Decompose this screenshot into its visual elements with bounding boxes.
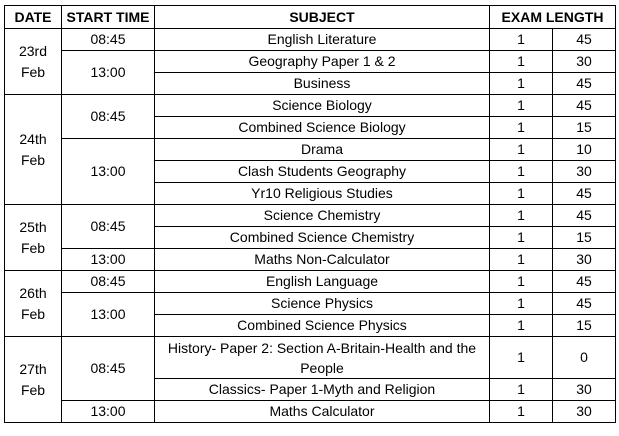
exam-length-minutes-cell: 30 bbox=[553, 249, 616, 271]
exam-length-count-cell: 1 bbox=[490, 95, 553, 117]
exam-length-minutes-cell: 45 bbox=[553, 29, 616, 51]
date-day: 25th bbox=[19, 218, 47, 235]
start-time-cell: 13:00 bbox=[62, 51, 155, 95]
subject-cell: Science Physics bbox=[155, 293, 490, 315]
start-time-cell: 08:45 bbox=[62, 95, 155, 139]
table-row bbox=[5, 337, 616, 379]
header-start-time: START TIME bbox=[62, 6, 155, 29]
exam-length-count-cell: 1 bbox=[490, 227, 553, 249]
table-row bbox=[5, 401, 616, 423]
subject-cell: History- Paper 2: Section A-Britain-Health and the People bbox=[155, 337, 490, 379]
timetable-body bbox=[5, 29, 616, 423]
date-month: Feb bbox=[20, 305, 46, 322]
date-cell bbox=[5, 95, 62, 205]
subject-cell: Science Biology bbox=[155, 95, 490, 117]
date-day: 24th bbox=[19, 130, 47, 147]
header-subject: SUBJECT bbox=[155, 6, 490, 29]
date-cell bbox=[5, 271, 62, 337]
subject-cell: Combined Science Biology bbox=[155, 117, 490, 139]
header-row bbox=[5, 6, 616, 29]
exam-length-minutes-cell: 45 bbox=[553, 293, 616, 315]
exam-length-count-cell: 1 bbox=[490, 183, 553, 205]
exam-length-count-cell: 1 bbox=[490, 249, 553, 271]
subject-cell: Business bbox=[155, 73, 490, 95]
date-cell bbox=[5, 337, 62, 423]
start-time-cell: 13:00 bbox=[62, 293, 155, 337]
exam-length-count-cell: 1 bbox=[490, 161, 553, 183]
exam-timetable bbox=[4, 5, 616, 423]
exam-length-minutes-cell: 45 bbox=[553, 205, 616, 227]
exam-length-count-cell: 1 bbox=[490, 117, 553, 139]
exam-length-minutes-cell: 30 bbox=[553, 161, 616, 183]
start-time-cell: 08:45 bbox=[62, 271, 155, 293]
date-month: Feb bbox=[20, 151, 46, 168]
table-row bbox=[5, 205, 616, 227]
exam-length-count-cell: 1 bbox=[490, 29, 553, 51]
subject-cell: Combined Science Chemistry bbox=[155, 227, 490, 249]
subject-cell: Maths Calculator bbox=[155, 401, 490, 423]
date-day: 26th bbox=[19, 284, 47, 301]
date-month: Feb bbox=[20, 381, 46, 398]
table-row bbox=[5, 271, 616, 293]
table-row bbox=[5, 139, 616, 161]
exam-length-count-cell: 1 bbox=[490, 73, 553, 95]
exam-length-minutes-cell: 0 bbox=[553, 337, 616, 379]
exam-length-minutes-cell: 30 bbox=[553, 379, 616, 401]
start-time-cell: 08:45 bbox=[62, 337, 155, 401]
subject-cell: Science Chemistry bbox=[155, 205, 490, 227]
subject-cell: Yr10 Religious Studies bbox=[155, 183, 490, 205]
date-day: 23rd bbox=[18, 42, 48, 59]
date-day: 27th bbox=[19, 360, 47, 377]
subject-cell: Maths Non-Calculator bbox=[155, 249, 490, 271]
table-row bbox=[5, 51, 616, 73]
exam-length-minutes-cell: 45 bbox=[553, 73, 616, 95]
subject-cell: Classics- Paper 1-Myth and Religion bbox=[155, 379, 490, 401]
date-cell bbox=[5, 205, 62, 271]
date-month: Feb bbox=[20, 63, 46, 80]
exam-length-count-cell: 1 bbox=[490, 315, 553, 337]
exam-length-minutes-cell: 10 bbox=[553, 139, 616, 161]
table-row bbox=[5, 249, 616, 271]
exam-length-count-cell: 1 bbox=[490, 401, 553, 423]
subject-cell: Drama bbox=[155, 139, 490, 161]
start-time-cell: 08:45 bbox=[62, 29, 155, 51]
exam-length-count-cell: 1 bbox=[490, 139, 553, 161]
exam-length-minutes-cell: 15 bbox=[553, 315, 616, 337]
subject-cell: Clash Students Geography bbox=[155, 161, 490, 183]
header-exam-length: EXAM LENGTH bbox=[490, 6, 616, 29]
start-time-cell: 13:00 bbox=[62, 249, 155, 271]
subject-cell: Combined Science Physics bbox=[155, 315, 490, 337]
date-month: Feb bbox=[20, 239, 46, 256]
exam-length-count-cell: 1 bbox=[490, 293, 553, 315]
header-date: DATE bbox=[5, 6, 62, 29]
exam-length-minutes-cell: 45 bbox=[553, 183, 616, 205]
exam-length-minutes-cell: 15 bbox=[553, 227, 616, 249]
exam-length-count-cell: 1 bbox=[490, 51, 553, 73]
table-row bbox=[5, 293, 616, 315]
start-time-cell: 08:45 bbox=[62, 205, 155, 249]
table-row bbox=[5, 29, 616, 51]
exam-length-minutes-cell: 45 bbox=[553, 271, 616, 293]
start-time-cell: 13:00 bbox=[62, 139, 155, 205]
exam-length-count-cell: 1 bbox=[490, 271, 553, 293]
exam-length-count-cell: 1 bbox=[490, 379, 553, 401]
subject-cell: English Language bbox=[155, 271, 490, 293]
exam-length-count-cell: 1 bbox=[490, 337, 553, 379]
table-row bbox=[5, 95, 616, 117]
subject-cell: Geography Paper 1 & 2 bbox=[155, 51, 490, 73]
exam-length-minutes-cell: 30 bbox=[553, 51, 616, 73]
date-cell bbox=[5, 29, 62, 95]
start-time-cell: 13:00 bbox=[62, 401, 155, 423]
subject-cell: English Literature bbox=[155, 29, 490, 51]
exam-length-minutes-cell: 15 bbox=[553, 117, 616, 139]
exam-length-minutes-cell: 45 bbox=[553, 95, 616, 117]
exam-length-count-cell: 1 bbox=[490, 205, 553, 227]
exam-length-minutes-cell: 30 bbox=[553, 401, 616, 423]
